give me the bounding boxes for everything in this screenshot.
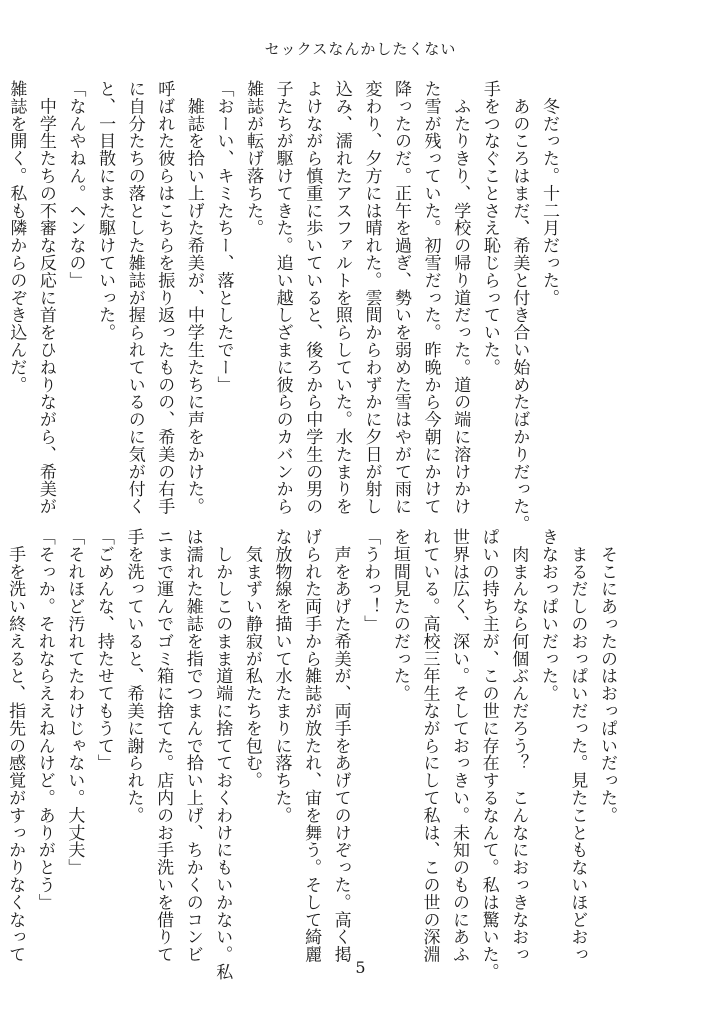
text-line: 「ごめんな、持たせてもうて」 — [93, 528, 114, 772]
text-line: に自分たちの落とした雑誌が握られているのに気が付く — [124, 80, 145, 515]
text-line: 「おーい、キミたちー、落としたでー」 — [213, 80, 234, 394]
text-line: と、一目散にまた駆けていった。 — [95, 80, 116, 341]
text-line: 込み、濡れたアスファルトを照らしていた。水たまりを — [331, 80, 352, 515]
text-line: げられた両手から雑誌が放たれ、宙を舞う。そして綺麗 — [301, 528, 322, 963]
text-line: 世界は広く、深い。そしておっきい。未知のものにあふ — [449, 528, 470, 963]
text-line: な放物線を描いて水たまりに落ちた。 — [271, 528, 292, 824]
text-line: 中学生たちの不審な反応に首をひねりながら、希美が — [35, 80, 56, 515]
text-line: ぱいの持ち主が、この世に存在するなんて。私は驚いた。 — [478, 528, 499, 981]
text-line: きなおっぱいだった。 — [537, 528, 558, 702]
text-line: 雑誌を開く。私も隣からのぞき込んだ。 — [6, 80, 27, 394]
text-line: まるだしのおっぱいだった。見たこともないほどおっ — [567, 528, 588, 963]
text-line: 変わり、夕方には晴れた。雲間からわずかに夕日が射し — [361, 80, 382, 515]
running-title: セックスなんかしたくない — [264, 40, 457, 58]
text-line: 肉まんなら何個ぶんだろう？ こんなにおっきなおっ — [508, 528, 529, 963]
text-line: 雑誌が転げ落ちた。 — [243, 80, 264, 237]
text-line: 雑誌を拾い上げた希美が、中学生たちに声をかけた。 — [183, 80, 204, 515]
text-line: 降ったのだ。正午を過ぎ、勢いを弱めた雪はやがて雨に — [391, 80, 412, 515]
text-line: しかしこのまま道端に捨てておくわけにもいかない。私 — [212, 528, 233, 981]
text-line: 子たちが駆けてきた。追い越しざまに彼らのカバンから — [272, 80, 293, 515]
text-line: れている。高校三年生ながらにして私は、この世の深淵 — [419, 528, 440, 963]
text-line — [0, 80, 1, 460]
text-block-bottom — [5, 528, 621, 981]
text-line: は濡れた雑誌を指でつまんで拾い上げ、ちかくのコンビ — [182, 528, 203, 963]
text-line: 「そっか。それならええねんけど。ありがとう」 — [34, 528, 55, 911]
text-line: そこにあったのはおっぱいだった。 — [597, 528, 617, 824]
text-line: 「なんやねん。ヘンなの」 — [65, 80, 86, 289]
text-line: 手を洗っていると、希美に謝られた。 — [123, 528, 144, 824]
text-line: を垣間見たのだった。 — [389, 528, 410, 702]
text-line: ニまで運んでゴミ箱に捨てた。店内のお手洗いを借りて — [153, 528, 174, 963]
text-line: た雪が残っていた。初雪だった。昨晩から今朝にかけて — [420, 80, 441, 515]
text-line: 声をあげた希美が、両手をあげてのけぞった。高く掲 — [330, 528, 351, 963]
page-number: 5 — [355, 958, 366, 977]
text-line: よけながら慎重に歩いていると、後ろから中学生の男の — [302, 80, 323, 515]
text-block-top — [6, 80, 563, 533]
text-line: ふたりきり、学校の帰り道だった。道の端に溶けかけ — [450, 80, 471, 515]
text-line: 「それほど汚れてたわけじゃない。大丈夫」 — [64, 528, 85, 876]
text-line: 気まずい静寂が私たちを包む。 — [241, 528, 262, 789]
text-line: 「うわっ！」 — [360, 528, 381, 633]
text-line: 手を洗い終えると、指先の感覚がすっかりなくなって — [5, 528, 26, 963]
text-line: 冬だった。十二月だった。 — [539, 80, 559, 307]
text-line: あのころはまだ、希美と付き合い始めたばかりだった。 — [509, 80, 530, 533]
text-line: 呼ばれた彼らはこちらを振り返ったものの、希美の右手 — [154, 80, 175, 515]
text-line: 手をつなぐことさえ恥じらっていた。 — [479, 80, 500, 376]
